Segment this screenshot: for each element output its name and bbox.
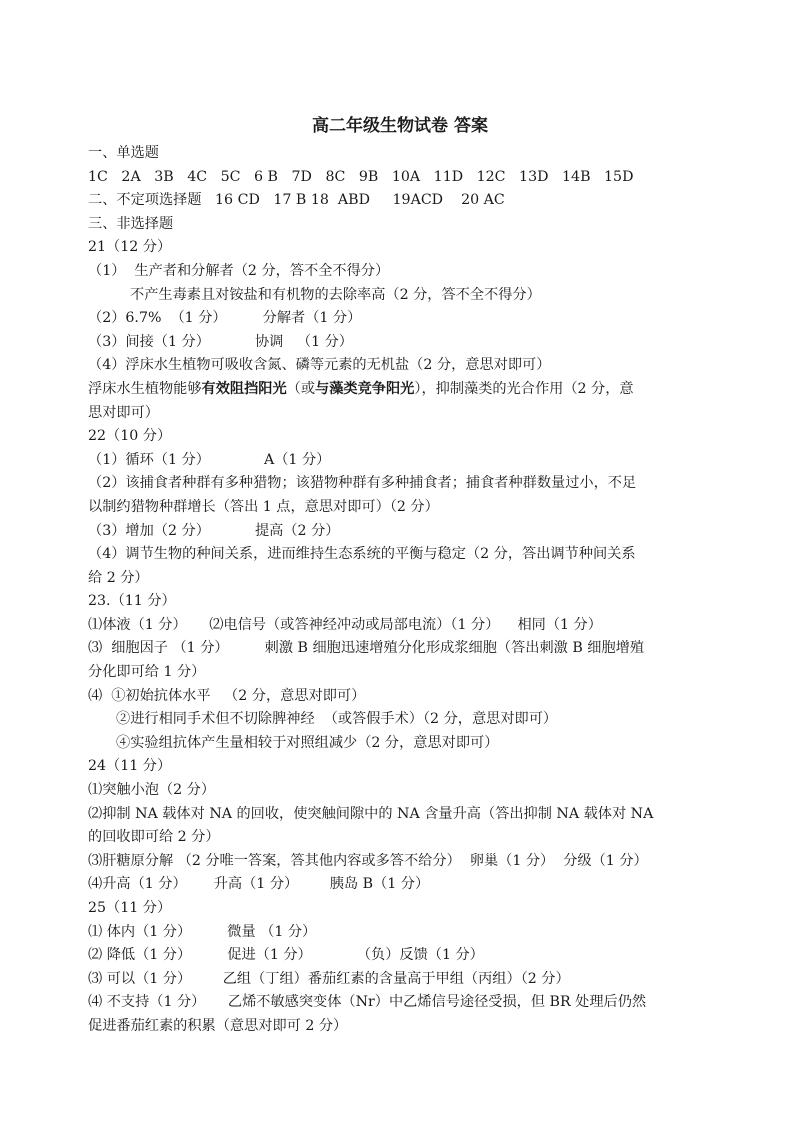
section-heading-non-choice: 三、非选择题 xyxy=(88,215,174,232)
answer-line: ⑵ 降低（1 分） 促进（1 分） （负）反馈（1 分） xyxy=(88,947,484,964)
answer-line: （4）调节生物的种间关系，进而维持生态系统的平衡与稳定（2 分，答出调节种间关系 xyxy=(88,546,636,563)
answer-line: ④实验组抗体产生量相较于对照组减少（2 分，意思对即可） xyxy=(116,734,499,751)
answer-line: ⑷升高（1 分） 升高（1 分） 胰岛 B（1 分） xyxy=(88,876,430,893)
question-25-header: 25（11 分） xyxy=(88,900,172,916)
answer-line: （3）增加（2 分） 提高（2 分） xyxy=(88,522,340,539)
single-choice-answers: 1C 2A 3B 4C 5C 6 B 7D 8C 9B 10A 11D 12C 13D 14B 15D xyxy=(88,168,634,185)
answer-line: ⑶ 可以（1 分） 乙组（丁组）番茄红素的含量高于甲组（丙组）（2 分） xyxy=(88,970,570,987)
answer-line: 以制约猎物种群增长（答出 1 点，意思对即可）（2 分） xyxy=(88,498,439,515)
question-24-header: 24（11 分） xyxy=(88,758,172,775)
answer-content xyxy=(88,142,718,1039)
answer-line: （4）浮床水生植物可吸收含氮、磷等元素的无机盐（2 分，意思对即可） xyxy=(88,357,551,374)
answer-text: 浮床水生植物能够 xyxy=(88,380,202,397)
answer-line: ⑴突触小泡（2 分） xyxy=(88,782,216,799)
answer-line: ⑶ 细胞因子 （1 分） 刺激 B 细胞迅速增殖分化形成浆细胞（答出刺激 B 细胞增殖 xyxy=(88,640,645,657)
answer-line: 思对即可） xyxy=(88,404,159,421)
answer-line: 分化即可给 1 分） xyxy=(88,664,206,681)
answer-text: （或 xyxy=(286,380,316,397)
answer-line: ⑴体液（1 分） ⑵电信号（或答神经冲动或局部电流）（1 分） 相同（1 分） xyxy=(88,616,602,633)
multiple-choice-answers: 二、不定项选择题 16 CD 17 B 18 ABD 19ACD 20 AC xyxy=(88,192,505,209)
answer-line: （1）循环（1 分） A（1 分） xyxy=(88,451,331,468)
question-21-header: 21（12 分） xyxy=(88,239,172,256)
emphasis-text: 有效阻挡阳光 xyxy=(201,380,287,397)
answer-line: ⑷ 不支持（1 分） 乙烯不敏感突变体（Nr）中乙烯信号途径受损，但 BR 处理后仍然 xyxy=(88,994,647,1011)
answer-line: 不产生毒素且对铵盐和有机物的去除率高（2 分，答不全不得分） xyxy=(130,286,541,303)
answer-text: ），抑制藻类的光合作用（2 分，意 xyxy=(414,380,634,397)
question-23-header: 23.（11 分） xyxy=(88,593,176,610)
answer-line: ⑷ ①初始抗体水平 （2 分，意思对即可） xyxy=(88,687,366,704)
answer-line: （1） 生产者和分解者（2 分，答不全不得分） xyxy=(88,262,390,279)
answer-line: ②进行相同手术但不切除脾神经 （或答假手术）（2 分，意思对即可） xyxy=(116,711,558,728)
answer-line: 促进番茄红素的积累（意思对即可 2 分） xyxy=(88,1017,348,1034)
answer-line: ⑵抑制 NA 载体对 NA 的回收，使突触间隙中的 NA 含量升高（答出抑制 NA 载体对 NA xyxy=(88,805,654,822)
answer-line: （2）6.7% （1 分） 分解者（1 分） xyxy=(88,310,362,327)
page-title: 高二年级生物试卷 答案 xyxy=(312,116,488,136)
answer-line: （3）间接（1 分） 协调 （1 分） xyxy=(88,333,353,350)
section-heading-single-choice: 一、单选题 xyxy=(88,145,159,161)
answer-line: ⑴ 体内（1 分） 微量 （1 分） xyxy=(88,923,317,940)
question-22-header: 22（10 分） xyxy=(88,428,172,445)
answer-line: ⑶肝糖原分解 （2 分唯一答案，答其他内容或多答不给分） 卵巢（1 分） 分级（1 分） xyxy=(88,852,648,869)
answer-line: 的回收即可给 2 分） xyxy=(88,829,220,846)
answer-line: 给 2 分） xyxy=(88,569,149,586)
answer-line: （2）该捕食者种群有多种猎物；该猎物种群有多种捕食者；捕食者种群数量过小，不足 xyxy=(88,475,637,492)
answer-line-with-emphasis xyxy=(88,378,718,402)
emphasis-text: 与藻类竞争阳光 xyxy=(315,380,415,397)
